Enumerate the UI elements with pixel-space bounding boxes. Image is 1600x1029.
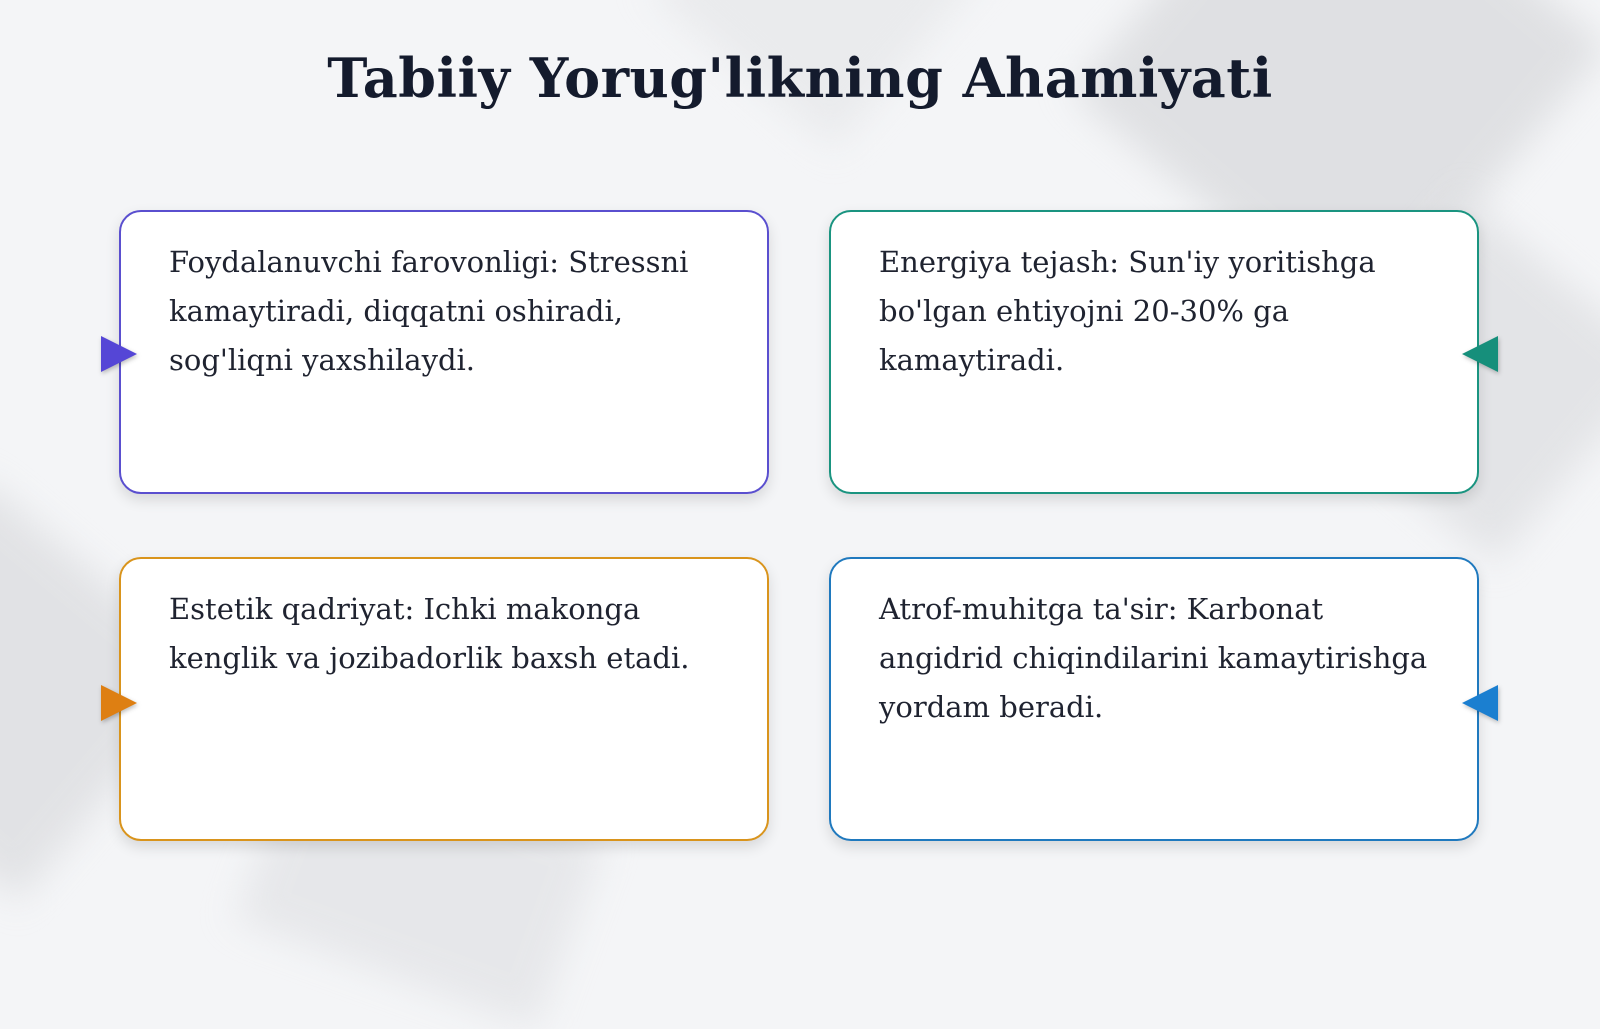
- triangle-right-icon: [101, 336, 137, 372]
- triangle-left-icon: [1462, 685, 1498, 721]
- card-text: Foydalanuvchi farovonligi: Stressni kamaytiradi, diqqatni oshiradi, sog'liqni yaxshilaydi.: [169, 245, 689, 377]
- card-text: Estetik qadriyat: Ichki makonga kenglik va jozibadorlik baxsh etadi.: [169, 592, 690, 675]
- info-card-environment: [829, 557, 1479, 841]
- info-card-wellbeing: [119, 210, 769, 494]
- triangle-left-icon: [1462, 336, 1498, 372]
- card-text: Energiya tejash: Sun'iy yoritishga bo'lgan ehtiyojni 20-30% ga kamaytiradi.: [879, 245, 1376, 377]
- slide-title: Tabiiy Yorug'likning Ahamiyati: [327, 46, 1273, 110]
- card-text: Atrof-muhitga ta'sir: Karbonat angidrid chiqindilarini kamaytirishga yordam beradi.: [879, 592, 1428, 724]
- info-card-aesthetic: [119, 557, 769, 841]
- info-card-energy: [829, 210, 1479, 494]
- triangle-right-icon: [101, 685, 137, 721]
